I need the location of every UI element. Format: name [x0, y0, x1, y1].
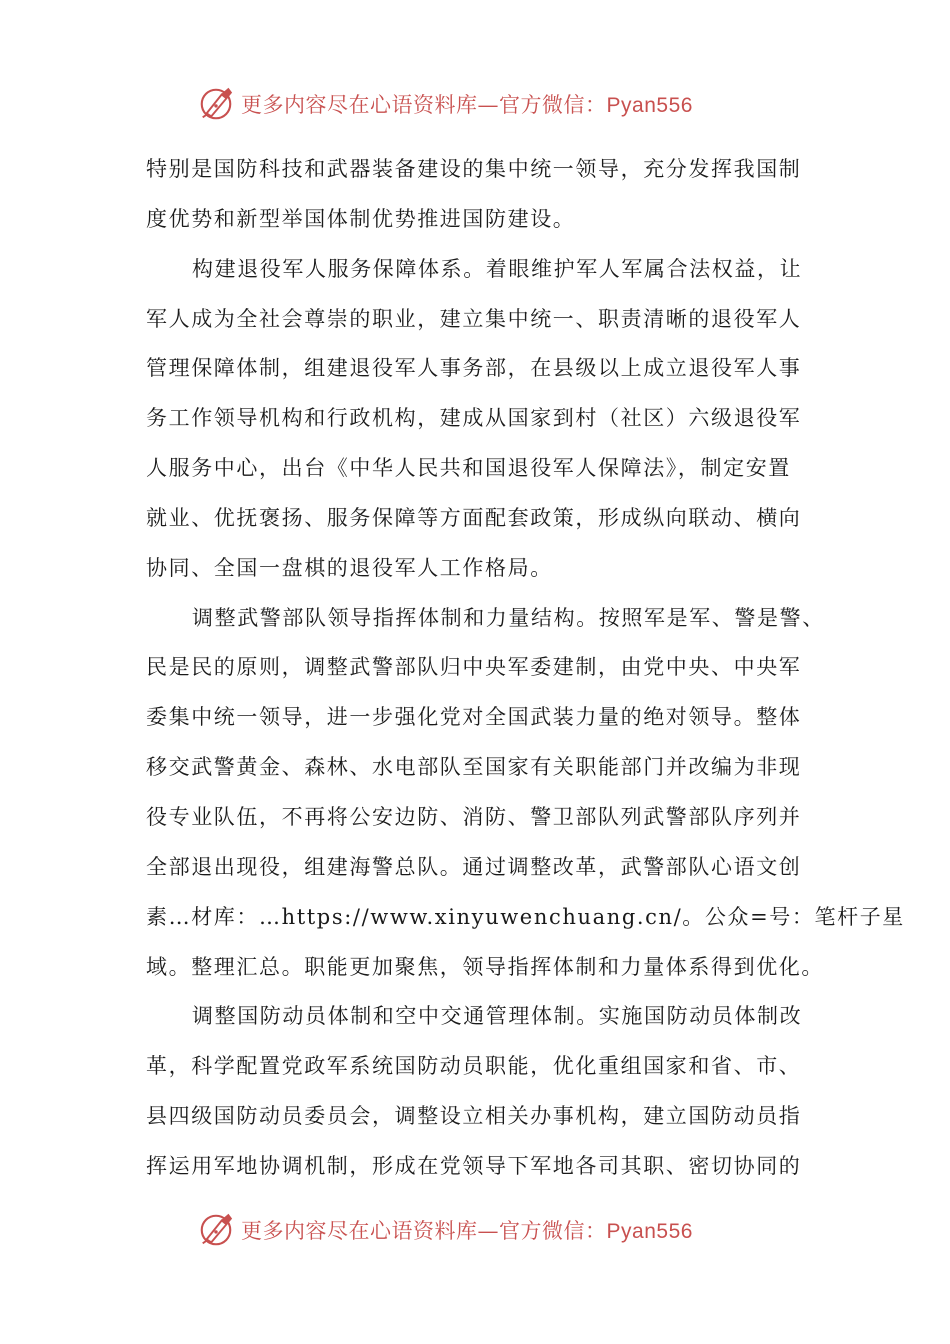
- footer-banner: [0, 1210, 950, 1250]
- paragraph-line: 委集中统一领导，进一步强化党对全国武装力量的绝对领导。整体: [146, 705, 802, 730]
- footer-banner-text: 更多内容尽在心语资料库—官方微信：Pyan556: [241, 1219, 693, 1243]
- paragraph-line: 调整国防动员体制和空中交通管理体制。实施国防动员体制改: [192, 1004, 803, 1029]
- paragraph-line: 挥运用军地协调机制，形成在党领导下军地各司其职、密切协同的: [146, 1153, 802, 1178]
- paragraph-line: 军人成为全社会尊崇的职业，建立集中统一、职责清晰的退役军人: [146, 306, 802, 331]
- pen-nib-logo-icon: [197, 85, 235, 123]
- pen-nib-logo-icon: [197, 1211, 235, 1249]
- paragraph-line: 构建退役军人服务保障体系。着眼维护军人军属合法权益，让: [192, 256, 803, 281]
- paragraph-line: 协同、全国一盘棋的退役军人工作格局。: [146, 555, 553, 580]
- paragraph-line: 移交武警黄金、森林、水电部队至国家有关职能部门并改编为非现: [146, 755, 802, 780]
- paragraph-line: 素…材库：…https://www.xinyuwenchuang.cn/。公众=号：笔杆子星: [146, 904, 905, 929]
- paragraph-line: 管理保障体制，组建退役军人事务部，在县级以上成立退役军人事: [146, 356, 802, 381]
- paragraph-line: 革，科学配置党政军系统国防动员职能，优化重组国家和省、市、: [146, 1054, 802, 1079]
- paragraph-line: 全部退出现役，组建海警总队。通过调整改革，武警部队心语文创: [146, 854, 802, 879]
- paragraph-line: 域。整理汇总。职能更加聚焦，领导指挥体制和力量体系得到优化。: [146, 954, 824, 979]
- header-banner-text: 更多内容尽在心语资料库—官方微信：Pyan556: [241, 93, 693, 117]
- paragraph-line: 调整武警部队领导指挥体制和力量结构。按照军是军、警是警、: [192, 605, 825, 630]
- paragraph-line: 度优势和新型举国体制优势推进国防建设。: [146, 206, 576, 231]
- paragraph-line: 役专业队伍，不再将公安边防、消防、警卫部队列武警部队序列并: [146, 804, 802, 829]
- document-body: [146, 145, 905, 1192]
- header-banner: [0, 84, 950, 124]
- paragraph-line: 县四级国防动员委员会，调整设立相关办事机构，建立国防动员指: [146, 1104, 802, 1129]
- paragraph-line: 民是民的原则，调整武警部队归中央军委建制，由党中央、中央军: [146, 655, 802, 680]
- paragraph-line: 人服务中心，出台《中华人民共和国退役军人保障法》，制定安置: [146, 456, 791, 481]
- paragraph-line: 务工作领导机构和行政机构，建成从国家到村（社区）六级退役军: [146, 406, 802, 431]
- paragraph-line: 特别是国防科技和武器装备建设的集中统一领导，充分发挥我国制: [146, 157, 802, 181]
- paragraph-line: 就业、优抚褒扬、服务保障等方面配套政策，形成纵向联动、横向: [146, 505, 802, 530]
